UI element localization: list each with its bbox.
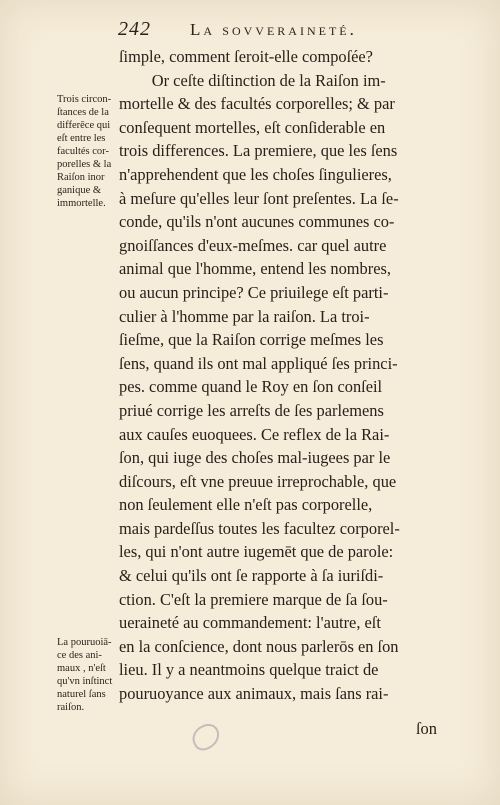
margin-note-three-differences	[57, 93, 119, 210]
text-line: à meſure qu'elles leur ſont preſentes. La ſe-	[119, 188, 399, 208]
margin-note-line: ganique &	[57, 185, 102, 196]
text-line: priué corrige les arreſts de ſes parlemens	[119, 400, 384, 420]
margin-note-line: facultés cor-	[57, 146, 109, 157]
ink-stain	[188, 720, 224, 754]
text-line: aux cauſes euoquees. Ce reflex de la Rai-	[119, 424, 390, 444]
margin-note-line: naturel ſans	[57, 689, 106, 700]
text-line: ction. C'eſt la premiere marque de ſa ſou-	[119, 589, 388, 609]
text-line: les, qui n'ont autre iugemēt que de parole:	[119, 542, 394, 562]
margin-note-line: Trois circon-	[57, 94, 112, 105]
text-line: en la conſcience, dont nous parlerōs en ſon	[119, 636, 399, 656]
text-line: diſcours, eſt vne preuue irreprochable, que	[119, 471, 397, 491]
running-head	[118, 18, 478, 42]
margin-note-line: qu'vn inſtinct	[57, 676, 113, 687]
text-line: ueraineté au commandement: l'autre, eſt	[119, 613, 381, 633]
catchword: ſon	[416, 719, 437, 738]
running-title: La sovveraineté.	[190, 20, 357, 39]
margin-note-line: differēce qui	[57, 120, 111, 131]
margin-note-line: Raiſon inor	[57, 172, 105, 183]
margin-note-line: immortelle.	[57, 198, 106, 209]
body-text	[119, 45, 471, 706]
margin-note-line: porelles & la	[57, 159, 112, 170]
text-line: culier à l'homme par la raiſon. La troi-	[119, 306, 370, 326]
text-line: ſens, quand ils ont mal appliqué ſes princi-	[119, 353, 398, 373]
text-line: trois differences. La premiere, que les ſens	[119, 141, 398, 161]
text-line: ſieſme, que la Raiſon corrige meſmes les	[119, 330, 384, 350]
text-line: & celui qu'ils ont ſe rapporte à ſa iuriſdi-	[119, 566, 384, 586]
text-line: pouruoyance aux animaux, mais ſans rai-	[119, 684, 389, 704]
margin-note-line: La pouruoiā-	[57, 637, 112, 648]
text-line: animal que l'homme, entend les nombres,	[119, 259, 391, 279]
page-number: 242	[118, 18, 151, 40]
text-line: n'apprehendent que les choſes ſingulieres,	[119, 164, 392, 184]
text-line: gnoiſſances d'eux-meſmes. car quel autre	[119, 235, 387, 255]
margin-note-line: maux , n'eſt	[57, 663, 106, 674]
margin-note-line: raiſon.	[57, 702, 85, 713]
text-line: Or ceſte diſtinction de la Raiſon im-	[119, 70, 386, 90]
margin-note-line: eſt entre les	[57, 133, 106, 144]
text-line: ſimple, comment ſeroit-elle compoſée?	[119, 47, 373, 66]
margin-note-line: ſtances de la	[57, 107, 109, 118]
text-line: pes. comme quand le Roy en ſon conſeil	[119, 377, 383, 397]
text-line: mortelle & des facultés corporelles; & par	[119, 94, 395, 114]
text-line: ou aucun principe? Ce priuilege eſt parti-	[119, 282, 389, 302]
text-line: ſon, qui iuge des choſes mal-iugees par le	[119, 448, 391, 468]
text-line: conſequent mortelles, eſt conſiderable en	[119, 117, 386, 137]
text-line: conde, qu'ils n'ont aucunes communes co-	[119, 212, 395, 232]
text-line: non ſeulement elle n'eſt pas corporelle,	[119, 495, 373, 515]
text-line: lieu. Il y a neantmoins quelque traict de	[119, 660, 379, 680]
margin-note-animal-providence	[57, 636, 119, 714]
text-line: mais pardeſſus toutes les facultez corporel-	[119, 518, 400, 538]
margin-note-line: ce des ani-	[57, 650, 102, 661]
